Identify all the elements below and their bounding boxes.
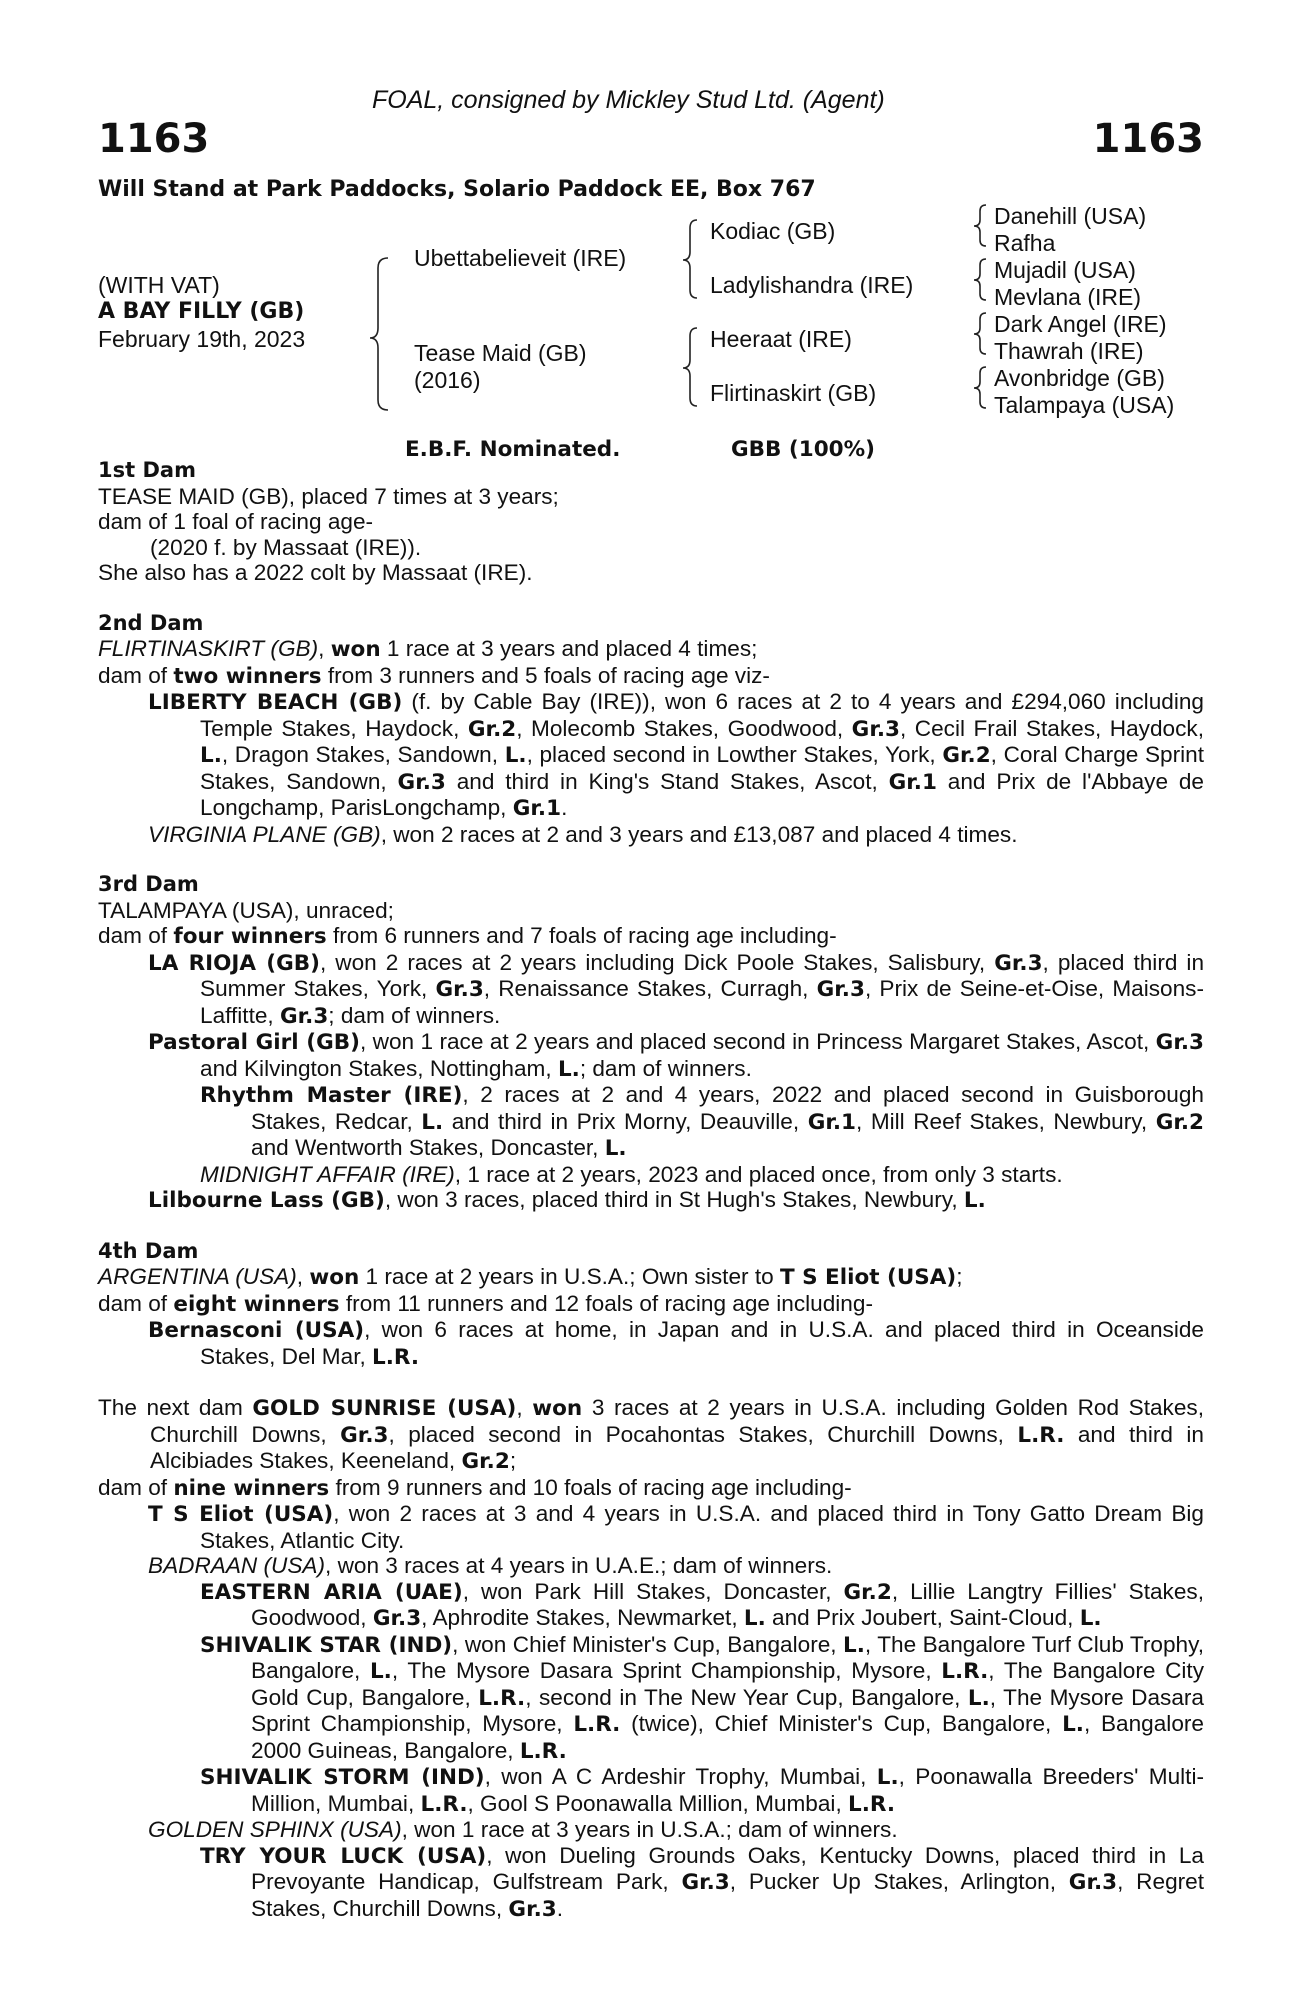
entry-badraan: BADRAAN (USA), won 3 races at 4 years in U.A.E.; dam of winners. [148, 1553, 833, 1578]
sire-brace [683, 220, 697, 298]
lot-number-right: 1163 [1092, 116, 1204, 162]
next-dam-line: The next dam GOLD SUNRISE (USA), won 3 races at 2 years in U.S.A. including Golden Rod Stakes, Churchill Downs, Gr.3, placed second in Pocahontas Stakes, Churchill Downs, L.R. and third in Alcibiades Stakes, Keeneland, Gr.2; [98, 1395, 1204, 1474]
g3-brace-3 [974, 313, 986, 354]
catalogue-body [98, 458, 1204, 1922]
g3-brace-4 [974, 367, 986, 408]
stand-location: Will Stand at Park Paddocks, Solario Paddock EE, Box 767 [98, 177, 816, 202]
entry-ts-eliot: T S Eliot (USA), won 2 races at 3 and 4 years in U.S.A. and placed third in Tony Gatto Dream Big Stakes, Atlantic City. [148, 1501, 1204, 1553]
pedigree-g3-6: Thawrah (IRE) [994, 338, 1144, 364]
entry-rhythm-master: Rhythm Master (IRE), 2 races at 2 and 4 years, 2022 and placed second in Guisborough Stakes, Redcar, L. and third in Prix Morny, Deauville, Gr.1, Mill Reef Stakes, Newbury, Gr.2 and Wentworth Stakes, Doncaster, L. [200, 1082, 1204, 1161]
fourth-dam-line: ARGENTINA (USA), won 1 race at 2 years in U.S.A.; Own sister to T S Eliot (USA); [98, 1264, 963, 1290]
second-dam-produce: dam of two winners from 3 runners and 5 foals of racing age viz- [98, 662, 770, 689]
g3-brace-2 [974, 259, 986, 300]
first-dam-heading: 1st Dam [98, 458, 196, 482]
fourth-dam-heading: 4th Dam [98, 1238, 199, 1263]
pedigree-g3-2: Rafha [994, 230, 1056, 256]
next-dam-produce: dam of nine winners from 9 runners and 10 foals of racing age including- [98, 1474, 852, 1501]
horse-name: A BAY FILLY (GB) [98, 299, 305, 324]
consignment-line: FOAL, consigned by Mickley Stud Ltd. (Agent) [372, 86, 885, 114]
entry-lilbourne-lass: Lilbourne Lass (GB), won 3 races, placed third in St Hugh's Stakes, Newbury, L. [148, 1187, 986, 1213]
fourth-dam-produce: dam of eight winners from 11 runners and 12 foals of racing age including- [98, 1290, 873, 1317]
main-brace [370, 258, 388, 410]
pedigree-sire-dam: Ladylishandra (IRE) [710, 272, 914, 298]
entry-shivalik-star: SHIVALIK STAR (IND), won Chief Minister's Cup, Bangalore, L., The Bangalore Turf Club Trophy, Bangalore, L., The Mysore Dasara Sprint Championship, Mysore, L.R., The Bangalore City Gold Cup, Bangalore, L.R., second in The New Year Cup, Bangalore, L., The Mysore Dasara Sprint Championship, Mysore, L.R. (twice), Chief Minister's Cup, Bangalore, L., Bangalore 2000 Guineas, Bangalore, L.R. [200, 1631, 1204, 1764]
ebf-nominated: E.B.F. Nominated. [405, 437, 621, 462]
pedigree-g3-4: Mevlana (IRE) [994, 284, 1141, 310]
pedigree-g3-3: Mujadil (USA) [994, 257, 1136, 283]
second-dam-heading: 2nd Dam [98, 610, 204, 635]
pedigree-dam-year: (2016) [414, 367, 481, 393]
entry-try-your-luck: TRY YOUR LUCK (USA), won Dueling Grounds Oaks, Kentucky Downs, placed third in La Prevoyante Handicap, Gulfstream Park, Gr.3, Pucker Up Stakes, Arlington, Gr.3, Regret Stakes, Churchill Downs, Gr.3. [200, 1842, 1204, 1922]
g3-brace-1 [974, 205, 986, 246]
third-dam-line: TALAMPAYA (USA), unraced; [98, 897, 394, 923]
entry-eastern-aria: EASTERN ARIA (UAE), won Park Hill Stakes, Doncaster, Gr.2, Lillie Langtry Fillies' Stakes, Goodwood, Gr.3, Aphrodite Stakes, Newmarket, L. and Prix Joubert, Saint-Cloud, L. [200, 1578, 1204, 1631]
entry-golden-sphinx: GOLDEN SPHINX (USA), won 1 race at 3 years in U.S.A.; dam of winners. [148, 1817, 898, 1842]
foaled-date: February 19th, 2023 [98, 326, 306, 352]
pedigree-g3-7: Avonbridge (GB) [994, 365, 1165, 391]
pedigree-g3-8: Talampaya (USA) [994, 392, 1175, 418]
pedigree-sire: Ubettabelieveit (IRE) [414, 245, 627, 271]
first-dam-foal: (2020 f. by Massaat (IRE)). [150, 534, 422, 560]
first-dam-produce: dam of 1 foal of racing age- [98, 509, 374, 534]
pedigree-dam-sire: Heeraat (IRE) [710, 326, 852, 352]
pedigree-sire-sire: Kodiac (GB) [710, 218, 836, 244]
pedigree-dam: Tease Maid (GB) [414, 340, 587, 366]
entry-bernasconi: Bernasconi (USA), won 6 races at home, in Japan and in U.S.A. and placed third in Oceanside Stakes, Del Mar, L.R. [148, 1317, 1204, 1370]
pedigree-dam-dam: Flirtinaskirt (GB) [710, 380, 877, 406]
first-dam-line: TEASE MAID (GB), placed 7 times at 3 years; [98, 483, 559, 509]
entry-virginia-plane: VIRGINIA PLANE (GB), won 2 races at 2 and 3 years and £13,087 and placed 4 times. [148, 821, 1018, 847]
entry-shivalik-storm: SHIVALIK STORM (IND), won A C Ardeshir Trophy, Mumbai, L., Poonawalla Breeders' Multi-Million, Mumbai, L.R., Gool S Poonawalla Million, Mumbai, L.R. [200, 1764, 1204, 1817]
pedigree-g3-5: Dark Angel (IRE) [994, 311, 1167, 337]
entry-la-rioja: LA RIOJA (GB), won 2 races at 2 years including Dick Poole Stakes, Salisbury, Gr.3, placed third in Summer Stakes, York, Gr.3, Renaissance Stakes, Curragh, Gr.3, Prix de Seine-et-Oise, Maisons-Laffitte, Gr.3; dam of winners. [148, 949, 1205, 1029]
entry-pastoral-girl: Pastoral Girl (GB), won 1 race at 2 years and placed second in Princess Margaret Stakes, Ascot, Gr.3 and Kilvington Stakes, Nottingham, L.; dam of winners. [148, 1029, 1204, 1082]
lot-number-left: 1163 [98, 116, 210, 162]
vat-note: (WITH VAT) [98, 272, 220, 298]
gbb-note: GBB (100%) [731, 437, 875, 462]
second-dam-line: FLIRTINASKIRT (GB), won 1 race at 3 years and placed 4 times; [98, 636, 758, 662]
pedigree-g3-1: Danehill (USA) [994, 203, 1147, 229]
entry-liberty-beach: LIBERTY BEACH (GB) (f. by Cable Bay (IRE)), won 6 races at 2 to 4 years and £294,060 including Temple Stakes, Haydock, Gr.2, Molecomb Stakes, Goodwood, Gr.3, Cecil Frail Stakes, Haydock, L., Dragon Stakes, Sandown, L., placed second in Lowther Stakes, York, Gr.2, Coral Charge Sprint Stakes, Sandown, Gr.3 and third in King's Stand Stakes, Ascot, Gr.1 and Prix de l'Abbaye de Longchamp, ParisLongchamp, Gr.1. [148, 689, 1204, 821]
first-dam-note: She also has a 2022 colt by Massaat (IRE). [98, 560, 533, 585]
dam-brace [683, 328, 697, 406]
third-dam-heading: 3rd Dam [98, 872, 199, 896]
entry-midnight-affair: MIDNIGHT AFFAIR (IRE), 1 race at 2 years, 2023 and placed once, from only 3 starts. [200, 1161, 1063, 1187]
third-dam-produce: dam of four winners from 6 runners and 7 foals of racing age including- [98, 923, 837, 949]
